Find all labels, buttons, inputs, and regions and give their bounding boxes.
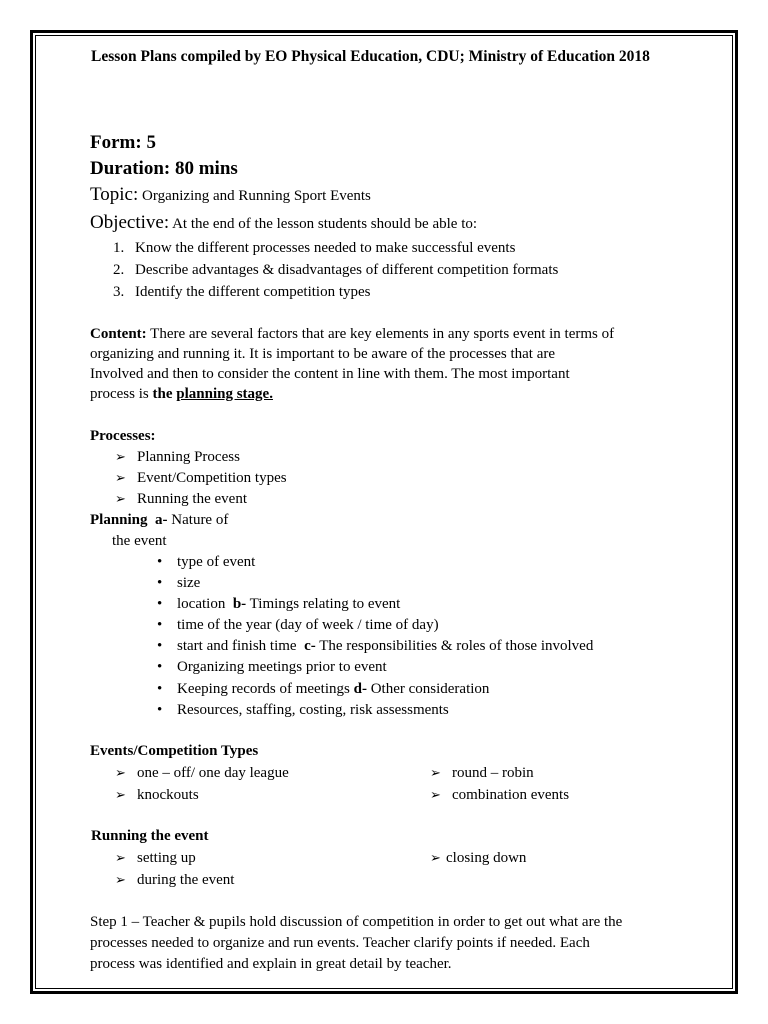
planning-stage-emphasis: planning stage. <box>176 386 273 402</box>
arrow-bullet-icon: ➢ <box>115 491 126 506</box>
topic-text: Organizing and Running Sport Events <box>142 188 371 204</box>
list-item-text: combination events <box>452 787 570 803</box>
planning-marker-d: d- <box>353 681 367 697</box>
planning-bullet <box>157 574 200 592</box>
list-number: 3. <box>113 284 125 300</box>
planning-a-text: Nature of <box>171 512 229 528</box>
content-bold-text: the <box>152 386 177 402</box>
form-heading: Form: 5 <box>90 132 156 153</box>
bullet-icon: • <box>157 702 163 718</box>
planning-marker-a: a- <box>155 512 168 528</box>
list-number: 2. <box>113 262 125 278</box>
planning-line <box>90 511 228 529</box>
arrow-bullet-icon: ➢ <box>430 850 441 865</box>
content-paragraph-line: organizing and running it. It is important to be aware of the processes that are <box>90 346 555 362</box>
list-item-text: Describe advantages & disadvantages of different competition formats <box>135 262 559 278</box>
step1-line: Step 1 – Teacher & pupils hold discussion of competition in order to get out what are the <box>90 914 623 930</box>
arrow-bullet-icon: ➢ <box>430 787 441 802</box>
list-item-text: Organizing meetings prior to event <box>177 659 387 675</box>
list-item-text: time of the year (day of week / time of day) <box>177 617 439 633</box>
bullet-icon: • <box>157 681 163 697</box>
list-item-text: Keeping records of meetings <box>177 681 350 697</box>
planning-bullet <box>157 616 439 634</box>
planning-continuation: the event <box>112 533 167 549</box>
objective-label: Objective: <box>90 212 170 233</box>
arrow-bullet-icon: ➢ <box>115 872 126 887</box>
event-type-item <box>115 786 199 804</box>
list-item-text: size <box>177 575 201 591</box>
objective-item <box>113 261 558 279</box>
planning-bullet <box>157 658 387 676</box>
list-item-text: round – robin <box>452 765 534 781</box>
planning-bullet <box>157 680 489 698</box>
list-item-text: closing down <box>446 850 527 866</box>
content-paragraph-line: Involved and then to consider the content in line with them. The most important <box>90 366 570 382</box>
bullet-icon: • <box>157 596 163 612</box>
list-item-text: The responsibilities & roles of those involved <box>315 638 594 654</box>
list-item-text: knockouts <box>137 787 199 803</box>
planning-bullet <box>157 637 593 655</box>
content-paragraph-line <box>90 325 614 343</box>
step1-line: processes needed to organize and run events. Teacher clarify points if needed. Each <box>90 935 590 951</box>
planning-bullet <box>157 701 449 719</box>
arrow-bullet-icon: ➢ <box>115 850 126 865</box>
planning-marker-c: c- <box>304 638 316 654</box>
running-item <box>430 849 526 867</box>
list-item-text: start and finish time <box>177 638 297 654</box>
planning-bullet <box>157 595 400 613</box>
step1-line: process was identified and explain in great detail by teacher. <box>90 956 452 972</box>
bullet-icon: • <box>157 617 163 633</box>
event-type-item <box>430 764 534 782</box>
bullet-icon: • <box>157 659 163 675</box>
list-item-text: during the event <box>137 872 235 888</box>
arrow-bullet-icon: ➢ <box>115 765 126 780</box>
arrow-bullet-icon: ➢ <box>115 470 126 485</box>
content-text: process is <box>90 386 153 402</box>
list-item-text: Planning Process <box>137 449 240 465</box>
planning-marker-b: b- <box>232 596 247 612</box>
event-type-item <box>430 786 569 804</box>
planning-label: Planning <box>90 512 148 528</box>
content-label: Content: <box>90 326 147 342</box>
content-text: There are several factors that are key elements in any sports event in terms of <box>150 326 615 342</box>
objective-item <box>113 283 371 301</box>
list-number: 1. <box>113 240 125 256</box>
list-item-text: location <box>177 596 226 612</box>
content-paragraph-line <box>90 385 273 403</box>
list-item-text: Resources, staffing, costing, risk assessments <box>177 702 449 718</box>
objective-line <box>90 214 477 233</box>
list-item-text: Running the event <box>137 491 247 507</box>
process-item <box>115 448 240 466</box>
processes-heading: Processes: <box>90 428 156 444</box>
list-item-text: Identify the different competition types <box>135 284 371 300</box>
planning-bullet <box>157 553 255 571</box>
running-item <box>115 849 196 867</box>
list-item-text: Other consideration <box>366 681 490 697</box>
list-item-text: type of event <box>177 554 256 570</box>
topic-label: Topic: <box>90 184 139 205</box>
list-item-text: one – off/ one day league <box>137 765 289 781</box>
event-type-item <box>115 764 289 782</box>
topic-line <box>90 186 371 205</box>
process-item <box>115 490 247 508</box>
document-header: Lesson Plans compiled by EO Physical Education, CDU; Ministry of Education 2018 <box>91 48 650 65</box>
running-item <box>115 871 234 889</box>
list-item-text: Event/Competition types <box>137 470 287 486</box>
arrow-bullet-icon: ➢ <box>115 449 126 464</box>
duration-heading: Duration: 80 mins <box>90 158 238 179</box>
arrow-bullet-icon: ➢ <box>430 765 441 780</box>
process-item <box>115 469 287 487</box>
list-item-text: setting up <box>137 850 196 866</box>
running-heading: Running the event <box>91 828 209 844</box>
arrow-bullet-icon: ➢ <box>115 787 126 802</box>
objective-item <box>113 239 515 257</box>
list-item-text: Timings relating to event <box>246 596 401 612</box>
events-heading: Events/Competition Types <box>90 743 259 759</box>
bullet-icon: • <box>157 638 163 654</box>
objective-text: At the end of the lesson students should be able to: <box>172 216 478 232</box>
bullet-icon: • <box>157 554 163 570</box>
bullet-icon: • <box>157 575 163 591</box>
list-item-text: Know the different processes needed to make successful events <box>135 240 516 256</box>
